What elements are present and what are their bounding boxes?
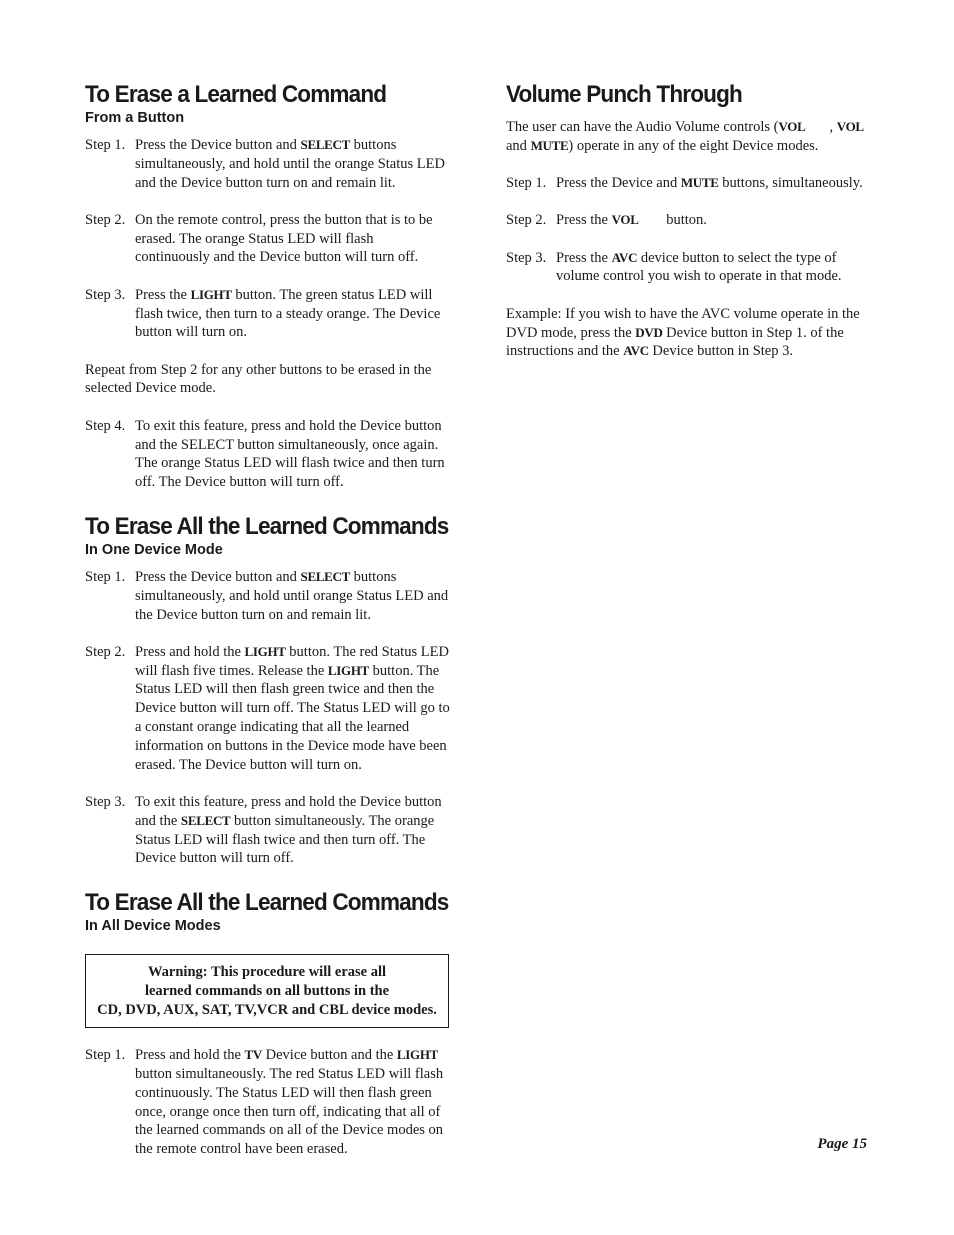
- step-text: Press and hold the TV Device button and the LIGHT button simultaneously. The red Status LED will flash continuously. The Status LED will then flash green once, orange once then turn off, indicating that all of the learned commands on all of the Device modes on the remote control have been erased.: [135, 1047, 444, 1158]
- step-label: Step 1.: [85, 137, 126, 153]
- step-label: Step 3.: [85, 793, 126, 810]
- step-text: Press the LIGHT button. The green status LED will flash twice, then turn to a steady orange. The Device button will turn on.: [135, 286, 441, 341]
- example-paragraph: Example: If you wish to have the AVC volume operate in the DVD mode, press the DVD Device button in Step 1. of the instructions and the AVC Device button in Step 3.: [506, 305, 860, 360]
- key-name: SELECT: [180, 812, 231, 828]
- step-label: Step 2.: [85, 643, 126, 660]
- step-text: Press the AVC device button to select the type of volume control you wish to operate in that mode.: [556, 249, 842, 285]
- section-title: Volume Punch Through: [506, 81, 742, 108]
- step-text: Press the VOL button.: [556, 212, 707, 229]
- step-label: Step 3.: [506, 249, 547, 266]
- section-erase-all-one-mode: [85, 512, 450, 868]
- step-item: [85, 211, 450, 267]
- warning-box: [85, 954, 449, 1028]
- section-subtitle: In All Device Modes: [85, 918, 221, 935]
- section-title: To Erase All the Learned Commands: [85, 889, 449, 917]
- step-label: Step 1.: [506, 175, 547, 192]
- key-name: LIGHT: [327, 662, 370, 678]
- step-label: Step 2.: [506, 212, 547, 229]
- step-label: Step 4.: [85, 417, 126, 434]
- key-name: LIGHT: [244, 643, 286, 659]
- key-name: SELECT: [300, 137, 351, 152]
- warning-line: CD, DVD, AUX, SAT, TV,VCR and CBL device modes.: [97, 1002, 437, 1019]
- step-item: [506, 249, 866, 287]
- key-name: AVC: [611, 249, 638, 265]
- key-name: LIGHT: [190, 286, 232, 302]
- step-item: [85, 568, 450, 624]
- key-name: VOL: [611, 212, 639, 228]
- step-label: Step 3.: [85, 286, 126, 303]
- key-name: VOL: [778, 119, 806, 134]
- step-text: Press and hold the LIGHT button. The red Status LED will flash five times. Release the LIGHT button. The Status LED will then flash green twice and then the Device button will turn off. The Status LED will go to a constant orange indicating that all the learned information on buttons in the Device mode have been erased. The Device button will turn on.: [135, 643, 450, 773]
- key-name: MUTE: [680, 175, 719, 191]
- key-name: VOL: [836, 119, 864, 134]
- key-name: LIGHT: [396, 1047, 439, 1063]
- right-column: [506, 80, 866, 380]
- step-item: [85, 286, 450, 342]
- page-number: Page 15: [817, 1136, 867, 1152]
- section-title: To Erase a Learned Command: [85, 81, 387, 108]
- section-erase-all-all-modes: [85, 888, 450, 1159]
- step-text: Press the Device button and SELECT buttons simultaneously, and hold until orange Status LED and the Device button turn on and remain lit.: [135, 568, 449, 623]
- step-text: Press the Device button and SELECT buttons simultaneously, and hold until the orange Status LED and the Device button turn on and remain lit.: [135, 137, 445, 191]
- step-text: To exit this feature, press and hold the Device button and the SELECT button simultaneously. The orange Status LED will flash twice and then turn off. The Device button will turn off.: [135, 793, 442, 867]
- step-item: [85, 417, 450, 492]
- step-item: [85, 1046, 450, 1159]
- repeat-note: Repeat from Step 2 for any other buttons to be erased in the selected Device mode.: [85, 361, 432, 397]
- key-name: AVC: [623, 343, 649, 359]
- step-item: [506, 211, 866, 230]
- step-label: Step 2.: [85, 211, 126, 228]
- section-title: To Erase All the Learned Commands: [85, 512, 449, 540]
- section-subtitle: In One Device Mode: [85, 541, 223, 558]
- warning-line: learned commands on all buttons in the: [144, 983, 390, 1000]
- step-label: Step 1.: [85, 1047, 126, 1064]
- key-name: MUTE: [530, 137, 569, 153]
- step-item: [85, 136, 450, 192]
- step-item: [85, 793, 450, 868]
- step-text: To exit this feature, press and hold the Device button and the SELECT button simultaneously, once again. The orange Status LED will flash twice and then turn off. The Device button will turn off.: [135, 417, 445, 491]
- step-label: Step 1.: [85, 568, 126, 585]
- key-name: SELECT: [300, 568, 351, 584]
- section-erase-learned-command: [85, 80, 450, 492]
- key-name: TV: [244, 1047, 263, 1063]
- section-subtitle: From a Button: [85, 110, 185, 126]
- warning-line: Warning: This procedure will erase all: [147, 964, 387, 981]
- step-item: [506, 174, 866, 193]
- step-text: On the remote control, press the button that is to be erased. The orange Status LED will flash continuously and the Device button will turn off.: [135, 211, 433, 266]
- key-name: DVD: [635, 324, 663, 340]
- step-item: [85, 643, 450, 775]
- step-text: Press the Device and MUTE buttons, simultaneously.: [556, 175, 863, 192]
- left-column: [85, 80, 450, 1179]
- intro-paragraph: The user can have the Audio Volume controls (VOL , VOL and MUTE) operate in any of the eight Device modes.: [506, 119, 864, 154]
